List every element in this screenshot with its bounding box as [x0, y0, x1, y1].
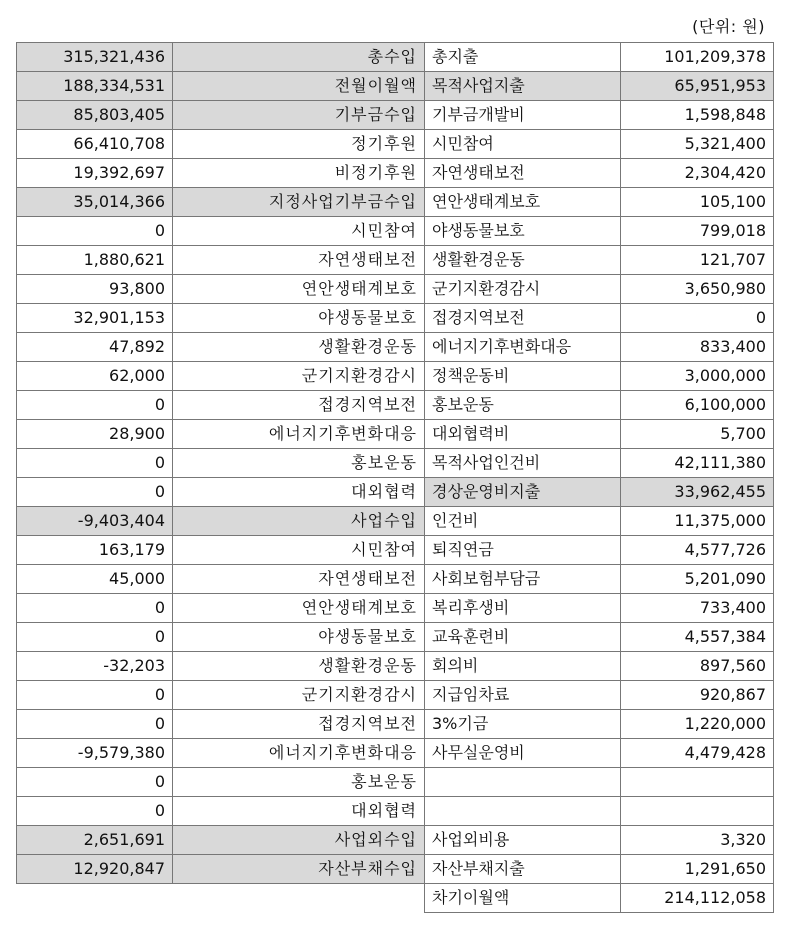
income-amount-cell: 32,901,153	[17, 304, 173, 333]
income-label-cell: 생활환경운동	[173, 333, 425, 362]
table-row	[17, 275, 774, 304]
table-row	[17, 478, 774, 507]
income-label-cell: 총수입	[173, 43, 425, 72]
expense-amount-cell: 3,000,000	[621, 362, 774, 391]
expense-amount-cell: 3,650,980	[621, 275, 774, 304]
expense-amount-cell: 5,700	[621, 420, 774, 449]
income-label-cell: 야생동물보호	[173, 304, 425, 333]
expense-amount-cell: 799,018	[621, 217, 774, 246]
income-label-cell: 대외협력	[173, 797, 425, 826]
expense-label-cell: 3%기금	[425, 710, 621, 739]
unit-label: (단위: 원)	[692, 17, 765, 36]
income-amount-cell: 28,900	[17, 420, 173, 449]
expense-label-cell: 목적사업지출	[425, 72, 621, 101]
income-amount-cell: 0	[17, 594, 173, 623]
income-amount-cell: 2,651,691	[17, 826, 173, 855]
income-label-cell: 홍보운동	[173, 449, 425, 478]
income-amount-cell: 93,800	[17, 275, 173, 304]
expense-amount-cell: 4,479,428	[621, 739, 774, 768]
income-amount-cell: 315,321,436	[17, 43, 173, 72]
table-row	[17, 188, 774, 217]
income-amount-cell: 0	[17, 449, 173, 478]
expense-label-cell: 야생동물보호	[425, 217, 621, 246]
income-amount-cell: 0	[17, 797, 173, 826]
income-amount-cell: 188,334,531	[17, 72, 173, 101]
table-row	[17, 623, 774, 652]
income-amount-cell: -9,403,404	[17, 507, 173, 536]
expense-label-cell: 회의비	[425, 652, 621, 681]
table-row	[17, 768, 774, 797]
income-amount-cell: 35,014,366	[17, 188, 173, 217]
table-row	[17, 246, 774, 275]
expense-label-cell: 대외협력비	[425, 420, 621, 449]
table-row	[17, 159, 774, 188]
expense-label-cell	[425, 768, 621, 797]
expense-label-cell: 경상운영비지출	[425, 478, 621, 507]
income-label-cell: 접경지역보전	[173, 710, 425, 739]
expense-label-cell: 자연생태보전	[425, 159, 621, 188]
income-label-cell: 생활환경운동	[173, 652, 425, 681]
income-label-cell: 자연생태보전	[173, 565, 425, 594]
expense-amount-cell	[621, 768, 774, 797]
income-label-cell: 홍보운동	[173, 768, 425, 797]
expense-label-cell: 생활환경운동	[425, 246, 621, 275]
income-label-cell: 연안생태계보호	[173, 594, 425, 623]
expense-amount-cell: 920,867	[621, 681, 774, 710]
expense-label-cell: 접경지역보전	[425, 304, 621, 333]
expense-amount-cell: 4,557,384	[621, 623, 774, 652]
income-amount-cell: 0	[17, 217, 173, 246]
expense-label-cell: 군기지환경감시	[425, 275, 621, 304]
income-amount-cell: 66,410,708	[17, 130, 173, 159]
expense-amount-cell: 33,962,455	[621, 478, 774, 507]
table-row	[17, 43, 774, 72]
income-amount-cell: 0	[17, 710, 173, 739]
table-row	[17, 304, 774, 333]
income-amount-cell: 62,000	[17, 362, 173, 391]
expense-amount-cell	[621, 797, 774, 826]
budget-table-body	[17, 43, 774, 913]
table-row	[17, 391, 774, 420]
income-label-cell: 군기지환경감시	[173, 681, 425, 710]
expense-amount-cell: 833,400	[621, 333, 774, 362]
table-row	[17, 536, 774, 565]
expense-label-cell: 시민참여	[425, 130, 621, 159]
table-row	[17, 739, 774, 768]
income-amount-cell: 0	[17, 681, 173, 710]
income-amount-cell: 0	[17, 623, 173, 652]
table-row	[17, 507, 774, 536]
expense-amount-cell: 4,577,726	[621, 536, 774, 565]
expense-amount-cell: 6,100,000	[621, 391, 774, 420]
table-row	[17, 681, 774, 710]
table-row	[17, 826, 774, 855]
expense-label-cell: 홍보운동	[425, 391, 621, 420]
expense-amount-cell: 2,304,420	[621, 159, 774, 188]
table-row	[17, 565, 774, 594]
expense-amount-cell: 733,400	[621, 594, 774, 623]
empty-cell	[17, 884, 173, 913]
income-label-cell: 에너지기후변화대응	[173, 739, 425, 768]
income-label-cell: 사업외수입	[173, 826, 425, 855]
income-label-cell: 시민참여	[173, 536, 425, 565]
income-label-cell: 지정사업기부금수입	[173, 188, 425, 217]
expense-label-cell: 복리후생비	[425, 594, 621, 623]
income-label-cell: 자연생태보전	[173, 246, 425, 275]
income-label-cell: 접경지역보전	[173, 391, 425, 420]
expense-label-cell	[425, 797, 621, 826]
expense-amount-cell: 42,111,380	[621, 449, 774, 478]
empty-cell	[173, 884, 425, 913]
income-label-cell: 전월이월액	[173, 72, 425, 101]
expense-label-cell: 자산부채지출	[425, 855, 621, 884]
income-amount-cell: 0	[17, 768, 173, 797]
expense-amount-cell: 897,560	[621, 652, 774, 681]
income-amount-cell: 1,880,621	[17, 246, 173, 275]
table-row	[17, 449, 774, 478]
expense-amount-cell: 105,100	[621, 188, 774, 217]
table-row	[17, 362, 774, 391]
income-amount-cell: -32,203	[17, 652, 173, 681]
income-label-cell: 대외협력	[173, 478, 425, 507]
income-amount-cell: 12,920,847	[17, 855, 173, 884]
expense-amount-cell: 101,209,378	[621, 43, 774, 72]
expense-label-cell: 차기이월액	[425, 884, 621, 913]
income-label-cell: 정기후원	[173, 130, 425, 159]
expense-amount-cell: 1,220,000	[621, 710, 774, 739]
expense-amount-cell: 5,201,090	[621, 565, 774, 594]
table-row	[17, 420, 774, 449]
income-amount-cell: 163,179	[17, 536, 173, 565]
income-label-cell: 기부금수입	[173, 101, 425, 130]
income-amount-cell: -9,579,380	[17, 739, 173, 768]
income-label-cell: 에너지기후변화대응	[173, 420, 425, 449]
expense-label-cell: 교육훈련비	[425, 623, 621, 652]
table-row	[17, 333, 774, 362]
table-row	[17, 710, 774, 739]
income-label-cell: 군기지환경감시	[173, 362, 425, 391]
income-amount-cell: 0	[17, 391, 173, 420]
expense-amount-cell: 5,321,400	[621, 130, 774, 159]
income-amount-cell: 0	[17, 478, 173, 507]
expense-amount-cell: 0	[621, 304, 774, 333]
income-label-cell: 자산부채수입	[173, 855, 425, 884]
income-amount-cell: 19,392,697	[17, 159, 173, 188]
expense-label-cell: 지급임차료	[425, 681, 621, 710]
table-row	[17, 130, 774, 159]
table-row	[17, 594, 774, 623]
income-label-cell: 시민참여	[173, 217, 425, 246]
expense-label-cell: 기부금개발비	[425, 101, 621, 130]
expense-amount-cell: 1,291,650	[621, 855, 774, 884]
expense-amount-cell: 11,375,000	[621, 507, 774, 536]
table-row	[17, 101, 774, 130]
income-amount-cell: 45,000	[17, 565, 173, 594]
expense-amount-cell: 3,320	[621, 826, 774, 855]
expense-label-cell: 목적사업인건비	[425, 449, 621, 478]
expense-label-cell: 사무실운영비	[425, 739, 621, 768]
table-row	[17, 884, 774, 913]
expense-label-cell: 인건비	[425, 507, 621, 536]
income-label-cell: 사업수입	[173, 507, 425, 536]
expense-label-cell: 총지출	[425, 43, 621, 72]
income-label-cell: 연안생태계보호	[173, 275, 425, 304]
expense-amount-cell: 65,951,953	[621, 72, 774, 101]
budget-table	[16, 42, 774, 913]
income-label-cell: 비정기후원	[173, 159, 425, 188]
expense-amount-cell: 1,598,848	[621, 101, 774, 130]
expense-label-cell: 연안생태계보호	[425, 188, 621, 217]
table-row	[17, 797, 774, 826]
income-amount-cell: 47,892	[17, 333, 173, 362]
table-row	[17, 217, 774, 246]
expense-label-cell: 퇴직연금	[425, 536, 621, 565]
table-row	[17, 855, 774, 884]
expense-label-cell: 사업외비용	[425, 826, 621, 855]
table-row	[17, 652, 774, 681]
expense-label-cell: 에너지기후변화대응	[425, 333, 621, 362]
expense-amount-cell: 214,112,058	[621, 884, 774, 913]
income-label-cell: 야생동물보호	[173, 623, 425, 652]
expense-amount-cell: 121,707	[621, 246, 774, 275]
income-amount-cell: 85,803,405	[17, 101, 173, 130]
table-row	[17, 72, 774, 101]
expense-label-cell: 정책운동비	[425, 362, 621, 391]
expense-label-cell: 사회보험부담금	[425, 565, 621, 594]
